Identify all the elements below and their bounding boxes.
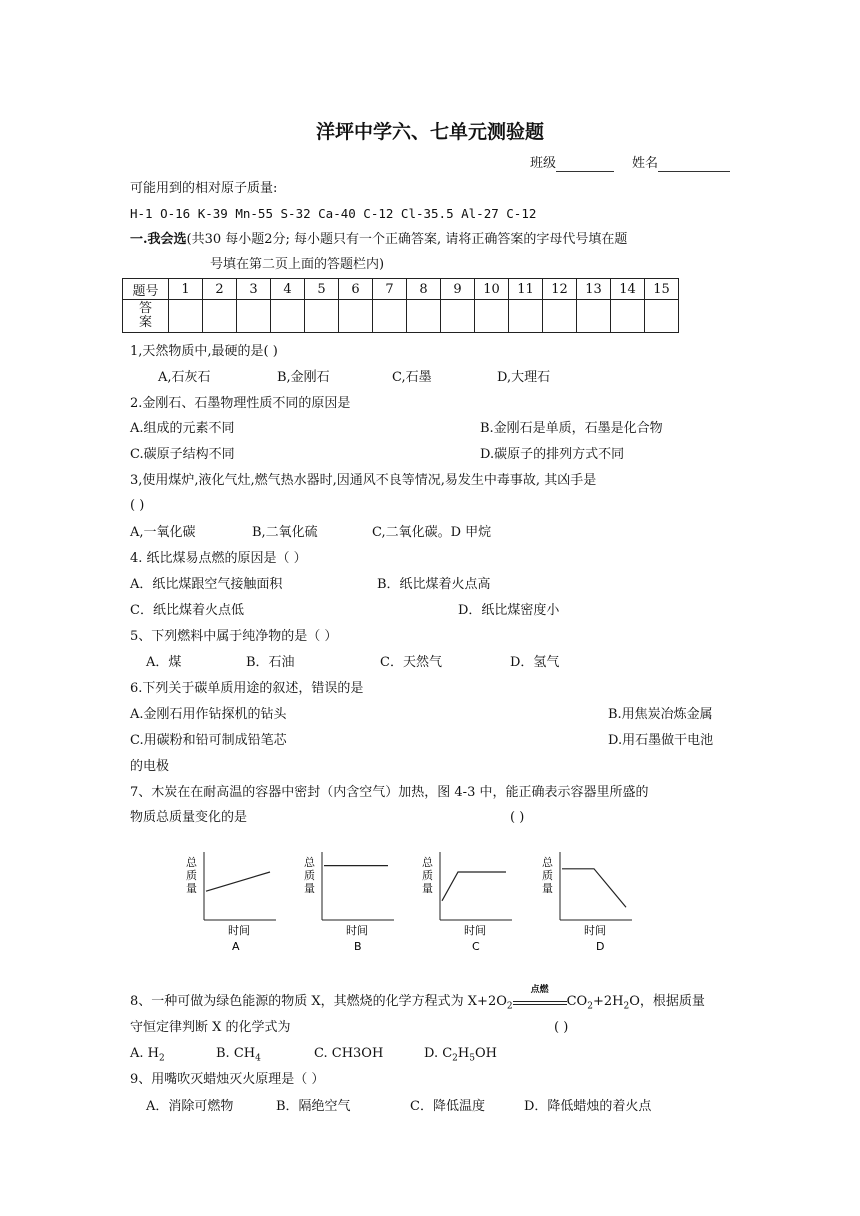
q8-option-d-pre: D. C [424,1046,453,1061]
answer-cell[interactable] [169,300,203,333]
answer-table-answer-row [123,300,679,333]
chart-b-ylabel-2: 质 [304,869,315,882]
answer-cell[interactable] [645,300,679,333]
q6-option-b[interactable]: B.用焦炭冶炼金属 [608,707,713,722]
answer-cell[interactable] [509,300,543,333]
table-number: 8 [407,279,441,300]
q6-option-d-cont: 的电极 [130,759,170,774]
class-blank[interactable] [556,159,614,172]
chart-c-svg [416,852,526,952]
chart-c-caption: C [472,940,480,953]
q8-option-a[interactable] [130,1046,165,1067]
q8-condition: 点燃 [530,985,549,995]
section1-heading-line2: 号填在第二页上面的答题栏内) [210,257,385,272]
q8-option-b-sub: 4 [255,1053,261,1064]
q6-option-c[interactable]: C.用碳粉和铅可制成铅笔芯 [130,733,287,748]
table-number: 7 [373,279,407,300]
table-number: 14 [611,279,645,300]
table-number: 13 [577,279,611,300]
chart-d-ylabel-3: 量 [542,882,553,895]
q6-option-d[interactable]: D.用石墨做干电池 [608,733,714,748]
table-number: 9 [441,279,475,300]
q3-option-cd[interactable]: C,二氧化碳。D 甲烷 [372,525,492,540]
answer-cell[interactable] [271,300,305,333]
chart-a[interactable] [180,852,290,956]
table-answer-label [123,300,169,333]
q8-option-a-pre: A. H [130,1046,159,1061]
q8-equals-sign [513,1001,567,1005]
chart-c-series-line [442,872,506,901]
answer-cell[interactable] [305,300,339,333]
q7-stem-line2: 物质总质量变化的是 [130,810,248,825]
chart-b-ylabel-3: 量 [304,882,315,895]
q9-option-c[interactable]: C．降低温度 [410,1099,485,1114]
q4-option-a[interactable]: A．纸比煤跟空气接触面积 [130,577,283,592]
answer-label-2: 案 [138,315,152,330]
answer-cell[interactable] [339,300,373,333]
answer-cell[interactable] [611,300,645,333]
table-number: 15 [645,279,679,300]
name-blank[interactable] [658,159,730,172]
section1-heading [130,232,627,248]
answer-table-header-row [123,279,679,300]
q8-stem [130,985,705,1015]
q5-option-d[interactable]: D．氢气 [510,655,560,670]
name-field[interactable] [632,156,730,172]
chart-d[interactable] [536,852,646,956]
q9-option-b[interactable]: B．隔绝空气 [276,1099,351,1114]
table-number: 11 [509,279,543,300]
chart-a-xlabel: 时间 [228,924,250,937]
q2-option-d[interactable]: D.碳原子的排列方式不同 [480,447,625,462]
q4-stem: 4. 纸比煤易点燃的原因是（ ） [130,551,307,566]
q2-option-c[interactable]: C.碳原子结构不同 [130,447,235,462]
page-title: 洋坪中学六、七单元测验题 [315,121,544,143]
q1-option-a[interactable]: A,石灰石 [158,370,211,385]
chart-a-series-line [206,872,270,891]
q4-option-c[interactable]: C．纸比煤着火点低 [130,603,244,618]
q8-product-pre: CO [566,994,588,1009]
class-field[interactable] [530,156,614,172]
q6-option-a[interactable]: A.金刚石用作钻探机的钻头 [130,707,287,722]
q9-option-d[interactable]: D．降低蜡烛的着火点 [524,1099,652,1114]
answer-cell[interactable] [373,300,407,333]
q8-option-d-mid: H [457,1046,470,1061]
q7-paren: ( ) [510,810,525,825]
answer-label-1: 答 [138,301,152,316]
q8-reaction-arrow [513,985,567,1005]
answer-cell[interactable] [407,300,441,333]
answer-cell[interactable] [475,300,509,333]
answer-cell[interactable] [543,300,577,333]
table-number: 6 [339,279,373,300]
chart-d-series-line [562,869,626,907]
q8-product-sub: 2 [587,1001,593,1012]
table-number: 1 [169,279,203,300]
q3-stem-paren: ( ) [130,498,145,513]
answer-cell[interactable] [203,300,237,333]
q8-option-d-end: OH [474,1046,497,1061]
q4-option-d[interactable]: D．纸比煤密度小 [458,603,560,618]
q8-option-d-sub2: 5 [469,1053,475,1064]
q8-paren: ( ) [554,1020,569,1035]
q5-option-b[interactable]: B．石油 [246,655,295,670]
chart-d-ylabel-1: 总 [542,856,553,869]
answer-cell[interactable] [577,300,611,333]
q9-stem: 9、用嘴吹灭蜡烛灭火原理是（ ） [130,1072,325,1087]
chart-d-xlabel: 时间 [584,924,606,937]
answer-cell[interactable] [441,300,475,333]
q1-option-d[interactable]: D,大理石 [497,370,551,385]
table-number: 12 [543,279,577,300]
q8-option-d[interactable] [424,1046,497,1067]
section1-heading-bold: 一.我会选 [130,232,187,247]
q8-option-a-sub: 2 [159,1053,165,1064]
chart-c-ylabel-3: 量 [422,882,433,895]
q1-option-b[interactable]: B,金刚石 [277,370,330,385]
q8-option-b[interactable] [216,1046,261,1067]
q1-option-c[interactable]: C,石墨 [392,370,432,385]
chart-d-svg [536,852,646,952]
table-number: 3 [237,279,271,300]
chart-a-ylabel-2: 质 [186,869,197,882]
q2-option-b[interactable]: B.金刚石是单质，石墨是化合物 [480,421,663,436]
chart-b-svg [298,852,408,952]
chart-b-xlabel: 时间 [346,924,368,937]
chart-c[interactable] [416,852,526,956]
q5-option-c[interactable]: C．天然气 [380,655,442,670]
q8-product-sub2: 2 [623,1001,630,1012]
chart-b-caption: B [354,940,362,953]
name-label: 姓名 [632,156,659,171]
q4-option-b[interactable]: B．纸比煤着火点高 [377,577,491,592]
table-number: 2 [203,279,237,300]
class-label: 班级 [530,156,557,171]
q2-stem: 2.金刚石、石墨物理性质不同的原因是 [130,396,351,411]
q9-option-a[interactable]: A．消除可燃物 [146,1099,234,1114]
q5-stem: 5、下列燃料中属于纯净物的是（ ） [130,629,338,644]
chart-a-caption: A [232,940,240,953]
chart-a-ylabel-3: 量 [186,882,197,895]
q8-stem-pre: 8、一种可做为绿色能源的物质 X，其燃烧的化学方程式为 X+2O [130,994,507,1009]
q6-stem: 6.下列关于碳单质用途的叙述，错误的是 [130,681,364,696]
q8-option-c[interactable]: C. CH3OH [314,1046,384,1061]
chart-a-svg [180,852,290,952]
q8-product-end: O，根据质量 [629,994,705,1009]
q3-stem: 3,使用煤炉,液化气灶,燃气热水器时,因通风不良等情况,易发生中毒事故, 其凶手是 [130,473,597,488]
q2-option-a[interactable]: A.组成的元素不同 [130,421,235,436]
table-header-label: 题号 [123,279,169,300]
q8-option-d-sub1: 2 [452,1053,458,1064]
q5-option-a[interactable]: A．煤 [146,655,182,670]
q8-sub: 2 [506,1001,513,1012]
chart-b-ylabel-1: 总 [304,856,315,869]
chart-d-caption: D [596,940,605,953]
q3-option-a[interactable]: A,一氧化碳 [130,525,196,540]
chart-c-ylabel-1: 总 [422,856,433,869]
chart-c-xlabel: 时间 [464,924,486,937]
chart-c-ylabel-2: 质 [422,869,433,882]
table-number: 10 [475,279,509,300]
q8-option-b-pre: B. CH [216,1046,256,1061]
chart-a-ylabel-1: 总 [186,856,197,869]
q3-option-b[interactable]: B,二氧化硫 [252,525,318,540]
q7-stem: 7、木炭在在耐高温的容器中密封（内含空气）加热，图 4-3 中，能正确表示容器里所盛的 [130,785,649,800]
q8-product-mid: +2H [592,994,624,1009]
table-number: 5 [305,279,339,300]
atomic-mass-list: H-1 O-16 K-39 Mn-55 S-32 Ca-40 C-12 Cl-35.5 Al-27 C-12 [130,206,537,221]
answer-cell[interactable] [237,300,271,333]
section1-heading-rest: (共30 每小题2分; 每小题只有一个正确答案, 请将正确答案的字母代号填在题 [186,232,628,247]
answer-table [122,278,679,333]
q8-stem-line2: 守恒定律判断 X 的化学式为 [130,1020,291,1035]
chart-d-ylabel-2: 质 [542,869,553,882]
q1-stem: 1,天然物质中,最硬的是( ) [130,344,278,359]
table-number: 4 [271,279,305,300]
chart-b[interactable] [298,852,408,956]
atomic-mass-intro: 可能用到的相对原子质量: [130,181,278,196]
